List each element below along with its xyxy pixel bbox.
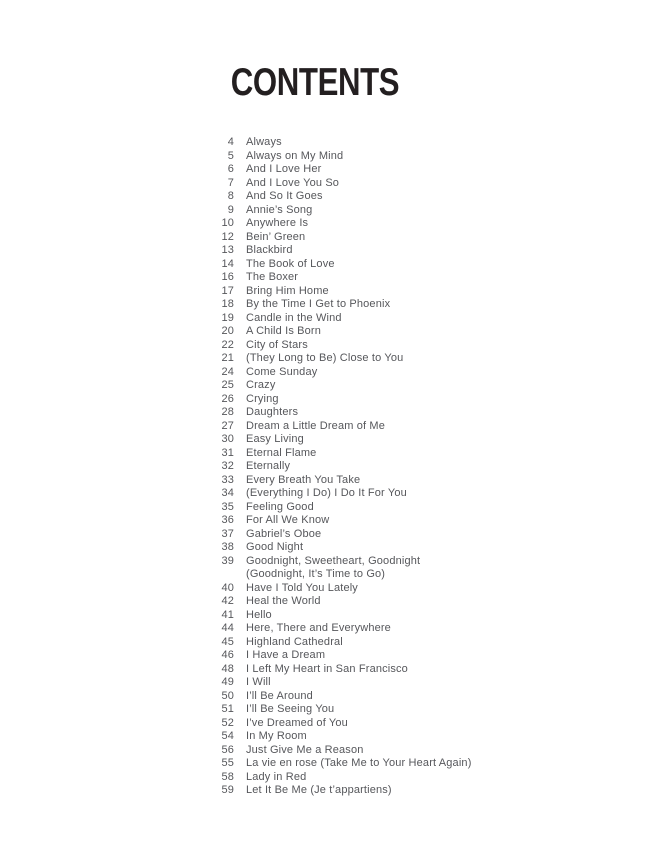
song-list-item	[204, 474, 604, 488]
song-page-number: 10	[221, 217, 234, 229]
song-title: Eternally	[246, 460, 291, 472]
song-list-item	[204, 298, 604, 312]
song-page-number: 8	[227, 190, 234, 202]
song-page-number: 21	[221, 352, 234, 364]
song-page-number: 42	[221, 595, 234, 607]
song-page-number: 58	[221, 770, 234, 783]
song-title: A Child Is Born	[246, 325, 322, 337]
song-list-item	[204, 595, 604, 609]
page-title: CONTENTS	[230, 61, 400, 104]
song-title: Come Sunday	[246, 365, 318, 378]
song-title: Bring Him Home	[246, 284, 329, 297]
song-page-number: 45	[221, 635, 234, 648]
song-list-item	[204, 541, 604, 555]
song-list-item	[204, 690, 604, 704]
song-list-item	[204, 514, 604, 528]
song-title: I Will	[246, 676, 271, 688]
song-page-number: 19	[221, 311, 234, 324]
song-title: Dream a Little Dream of Me	[246, 419, 385, 432]
song-list-item	[204, 312, 604, 326]
song-list-item	[204, 771, 604, 785]
song-title: I’ll Be Around	[246, 689, 313, 702]
song-title: (They Long to Be) Close to You	[246, 352, 404, 364]
song-list-item	[204, 663, 604, 677]
song-title: Hello	[246, 608, 272, 621]
song-list-item	[204, 609, 604, 623]
song-title: Let It Be Me (Je t’appartiens)	[246, 784, 392, 796]
song-title: By the Time I Get to Phoenix	[246, 298, 391, 310]
song-page-number: 14	[221, 257, 234, 270]
song-page-number: 34	[221, 487, 234, 499]
song-title: In My Room	[246, 730, 307, 742]
song-title: The Book of Love	[246, 257, 335, 270]
song-list-item	[204, 730, 604, 744]
song-title: Easy Living	[246, 433, 304, 445]
song-title: And So It Goes	[246, 190, 323, 202]
song-list-item	[204, 190, 604, 204]
song-page-number: 26	[221, 392, 234, 405]
song-page-number: 41	[221, 608, 234, 621]
song-page-number: 16	[221, 271, 234, 283]
song-list-item	[204, 433, 604, 447]
song-page-number: 46	[221, 649, 234, 661]
song-list-item	[204, 582, 604, 596]
song-page-number: 30	[221, 433, 234, 445]
song-page-number: 36	[221, 514, 234, 526]
song-list-item	[204, 717, 604, 731]
song-page-number: 39	[221, 554, 234, 567]
song-list-item	[204, 325, 604, 339]
song-page-number: 28	[221, 406, 234, 418]
song-title: Goodnight, Sweetheart, Goodnight	[246, 554, 421, 567]
song-page-number: 17	[221, 284, 234, 297]
song-title: (Everything I Do) I Do It For You	[246, 487, 407, 499]
song-list-item	[204, 204, 604, 218]
song-list-item	[204, 258, 604, 272]
song-title: Crying	[246, 392, 279, 405]
song-page-number: 32	[221, 460, 234, 472]
song-title: Gabriel’s Oboe	[246, 527, 322, 540]
song-title: Anywhere Is	[246, 217, 309, 229]
song-list-item	[204, 285, 604, 299]
song-page-number: 55	[221, 757, 234, 769]
song-title: The Boxer	[246, 271, 299, 283]
song-page-number: 27	[221, 419, 234, 432]
song-title: Eternal Flame	[246, 446, 317, 459]
song-title: Daughters	[246, 406, 299, 418]
song-list-item	[204, 231, 604, 245]
song-list-item	[204, 528, 604, 542]
song-list-item	[204, 568, 604, 582]
song-page-number: 13	[221, 244, 234, 256]
song-title: Just Give Me a Reason	[246, 743, 364, 756]
song-list-item	[204, 501, 604, 515]
song-list-item	[204, 271, 604, 285]
song-list-item	[204, 150, 604, 164]
song-list-item	[204, 676, 604, 690]
song-list-item	[204, 406, 604, 420]
song-list-item	[204, 352, 604, 366]
song-list-item	[204, 487, 604, 501]
song-list-item	[204, 622, 604, 636]
song-page-number: 20	[221, 325, 234, 337]
song-page-number: 44	[221, 622, 234, 634]
song-title: Every Breath You Take	[246, 473, 361, 486]
song-page-number: 48	[221, 662, 234, 675]
song-page-number: 31	[221, 446, 234, 459]
song-title: Highland Cathedral	[246, 635, 343, 648]
song-title: I’ll Be Seeing You	[246, 703, 335, 715]
song-list-item	[204, 136, 604, 150]
song-page-number: 40	[221, 581, 234, 594]
song-title: And I Love Her	[246, 163, 322, 175]
song-list-item	[204, 649, 604, 663]
song-title: Crazy	[246, 379, 276, 391]
song-title: Annie’s Song	[246, 203, 313, 216]
song-title: Feeling Good	[246, 500, 314, 513]
song-page-number: 59	[221, 784, 234, 796]
song-title: I’ve Dreamed of You	[246, 716, 348, 729]
song-page-number: 22	[221, 338, 234, 351]
song-page-number: 52	[221, 716, 234, 729]
song-page-number: 37	[221, 527, 234, 540]
song-list-item	[204, 784, 604, 798]
song-title: Here, There and Everywhere	[246, 622, 391, 634]
song-list-item	[204, 244, 604, 258]
song-list-item	[204, 636, 604, 650]
song-list-item	[204, 379, 604, 393]
song-title: Bein’ Green	[246, 230, 306, 243]
song-list-item	[204, 757, 604, 771]
song-title: And I Love You So	[246, 176, 340, 189]
song-list-item	[204, 703, 604, 717]
song-title: I Have a Dream	[246, 649, 326, 661]
song-list-item	[204, 555, 604, 569]
song-page-number: 18	[221, 298, 234, 310]
song-list-item	[204, 339, 604, 353]
song-page-number: 4	[227, 136, 234, 148]
song-title: Have I Told You Lately	[246, 581, 358, 594]
song-title-continuation: (Goodnight, It’s Time to Go)	[246, 568, 386, 580]
song-title: Heal the World	[246, 595, 321, 607]
song-page-number: 24	[221, 365, 234, 378]
song-list-item	[204, 217, 604, 231]
song-list-item	[204, 177, 604, 191]
song-page-number: 33	[221, 473, 234, 486]
song-title: Good Night	[246, 541, 304, 553]
song-list-item	[204, 447, 604, 461]
song-page-number: 56	[221, 743, 234, 756]
song-title: La vie en rose (Take Me to Your Heart Again)	[246, 757, 472, 769]
song-list-item	[204, 393, 604, 407]
song-page-number: 35	[221, 500, 234, 513]
song-title: Always	[246, 136, 282, 148]
song-title: I Left My Heart in San Francisco	[246, 662, 408, 675]
song-list-item	[204, 163, 604, 177]
song-title: Blackbird	[246, 244, 293, 256]
song-list-item	[204, 366, 604, 380]
song-page-number: 9	[227, 203, 234, 216]
song-page-number: 51	[221, 703, 234, 715]
song-title: Lady in Red	[246, 770, 307, 783]
song-page-number: 54	[221, 730, 234, 742]
song-page-number: 25	[221, 379, 234, 391]
song-list	[204, 136, 604, 798]
song-title: Candle in the Wind	[246, 311, 342, 324]
song-title: City of Stars	[246, 338, 308, 351]
song-page-number: 12	[221, 230, 234, 243]
song-page-number: 38	[221, 541, 234, 553]
song-list-item	[204, 460, 604, 474]
song-page-number: 50	[221, 689, 234, 702]
song-list-item	[204, 744, 604, 758]
song-page-number: 6	[227, 163, 234, 175]
song-list-item	[204, 420, 604, 434]
song-title: For All We Know	[246, 514, 330, 526]
song-page-number: 5	[227, 149, 234, 162]
song-page-number: 49	[221, 676, 234, 688]
song-page-number: 7	[227, 176, 234, 189]
song-title: Always on My Mind	[246, 149, 344, 162]
